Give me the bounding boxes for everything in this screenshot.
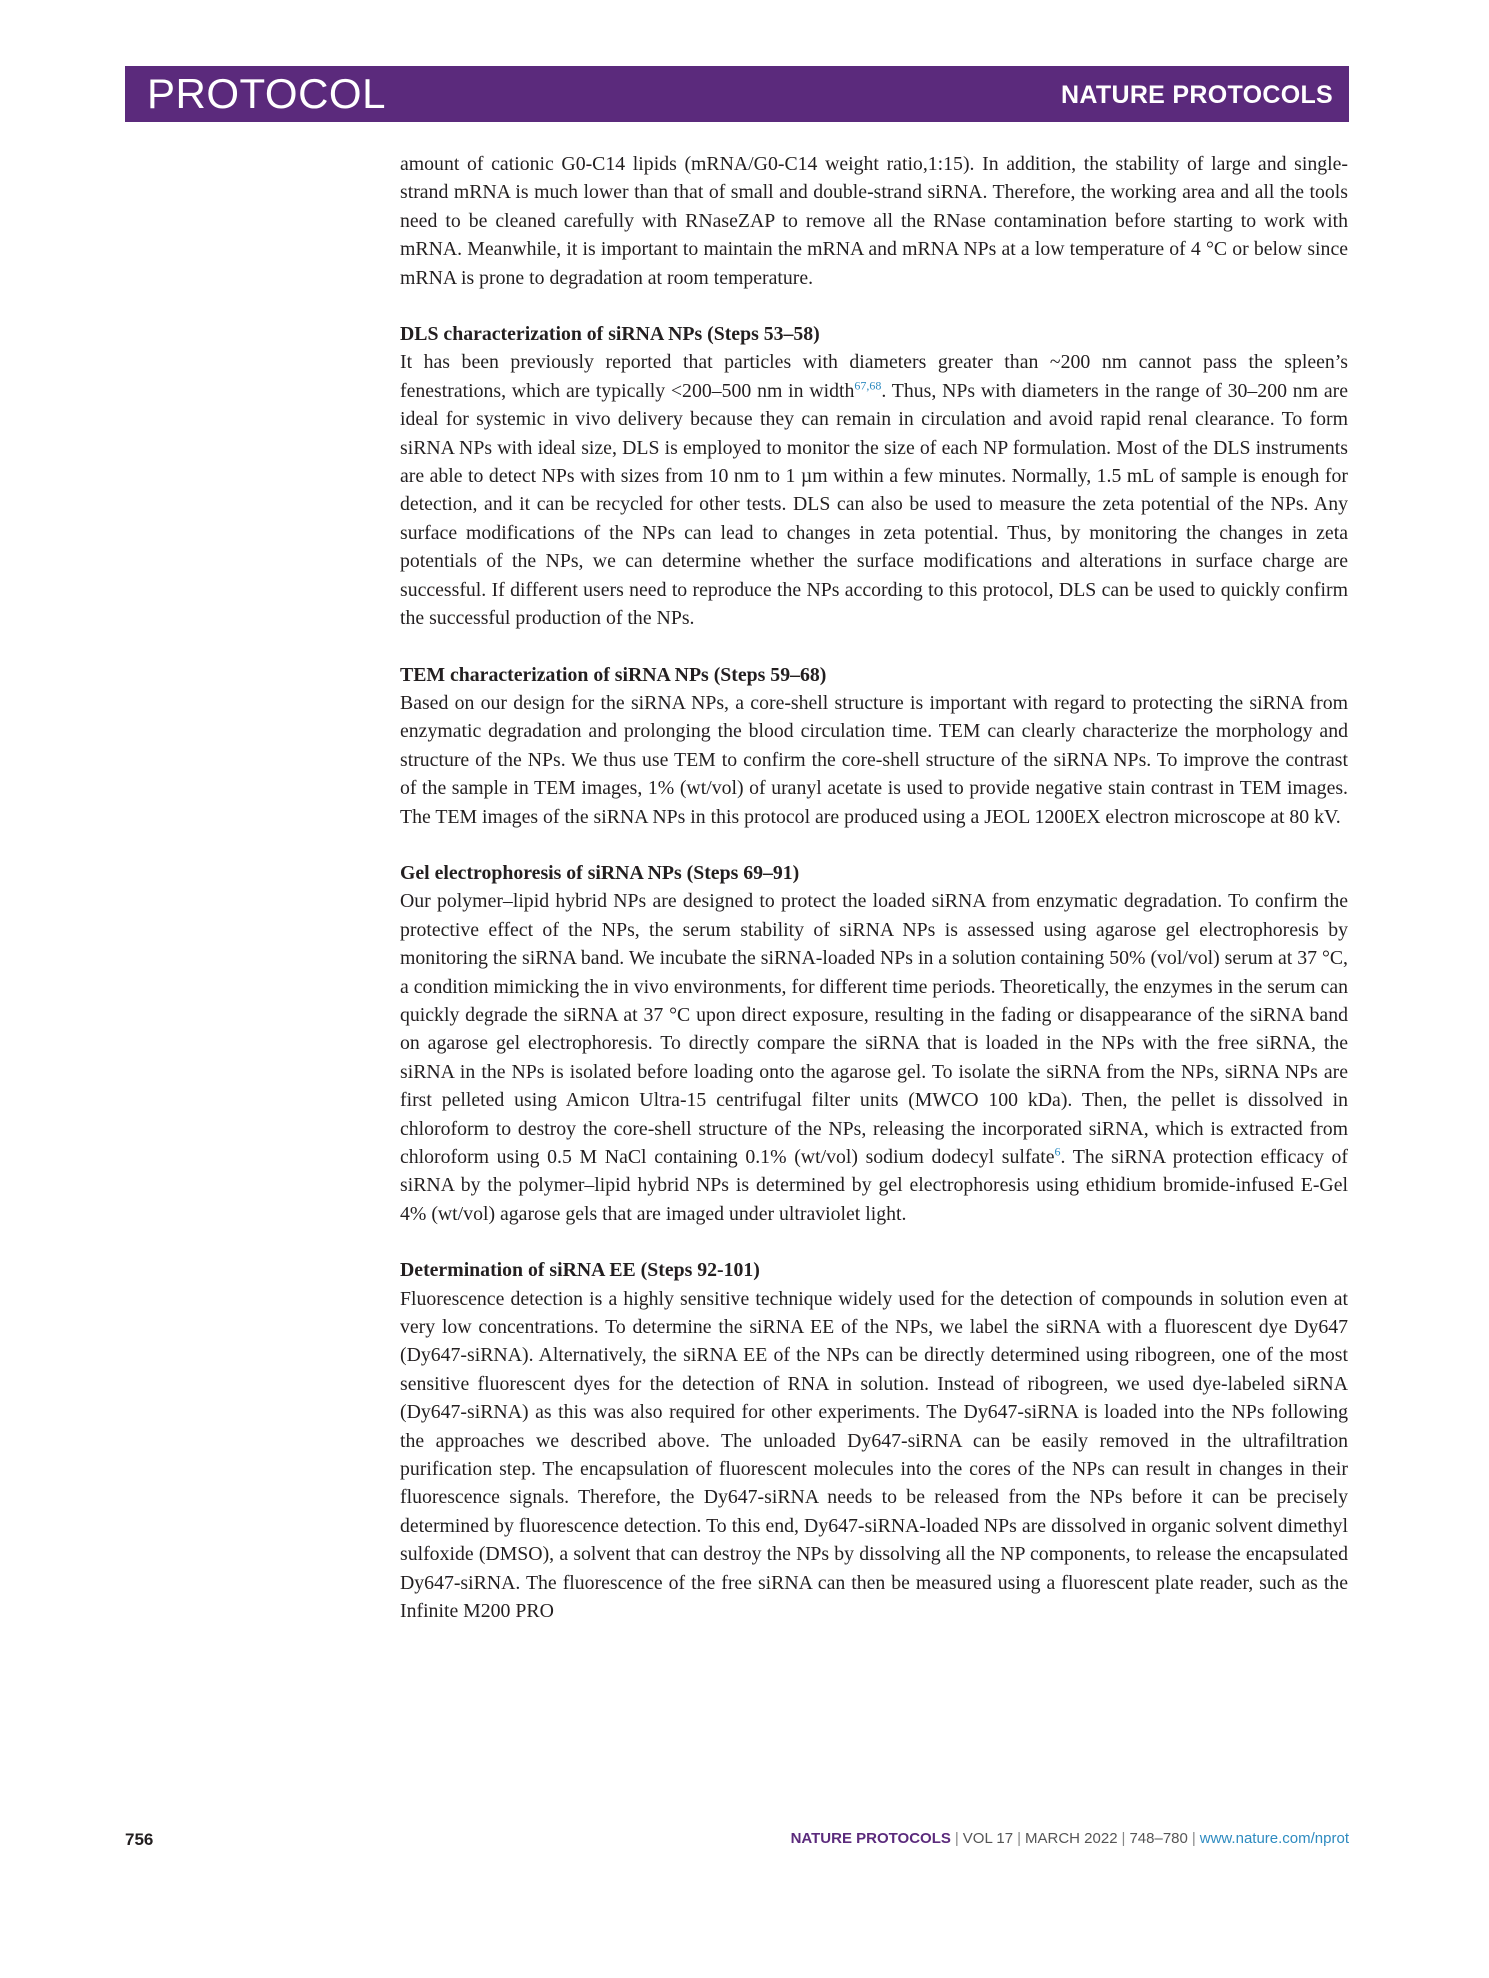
section-heading: Determination of siRNA EE (Steps 92-101) xyxy=(400,1259,760,1282)
section-gel xyxy=(400,859,1348,1228)
reference-link[interactable]: 6 xyxy=(1054,1144,1061,1159)
section-heading: Gel electrophoresis of siRNA NPs (Steps 69–91) xyxy=(400,861,800,884)
paragraph-text: . The siRNA protection efficacy of siRNA by the polymer–lipid hybrid NPs is determined by gel electrophoresis using ethidium bromide-infused E-Gel 4% (wt/vol) agarose gels that are imaged under ultraviolet light. xyxy=(400,1146,1348,1225)
reference-link[interactable]: 67,68 xyxy=(854,378,882,393)
paragraph-text: Our polymer–lipid hybrid NPs are designed to protect the loaded siRNA from enzymatic degradation. To confirm the protective effect of the NPs, the serum stability of siRNA NPs is assessed using agarose gel electrophoresis by monitoring the siRNA band. We incubate the siRNA-loaded NPs in a solution containing 50% (vol/vol) serum at 37 °C, a condition mimicking the in vivo environments, for different time periods. Theoretically, the enzymes in the serum can quickly degrade the siRNA at 37 °C upon direct exposure, resulting in the fading or disappearance of the siRNA band on agarose gel electrophoresis. To directly compare the siRNA that is loaded in the NPs with the free siRNA, the siRNA in the NPs is isolated before loading onto the agarose gel. To isolate the siRNA from the NPs, siRNA NPs are first pelleted using Amicon Ultra-15 centrifugal filter units (MWCO 100 kDa). Then, the pellet is dissolved in chloroform to destroy the core-shell structure of the NPs, releasing the incorporated siRNA, which is extracted from chloroform using 0.5 M NaCl containing 0.1% (wt/vol) sodium dodecyl sulfate xyxy=(400,890,1348,1168)
section-heading: DLS characterization of siRNA NPs (Steps 53–58) xyxy=(400,323,820,346)
footer-date: MARCH 2022 xyxy=(1025,1830,1118,1847)
footer-volume: VOL 17 xyxy=(962,1830,1014,1847)
page-number: 756 xyxy=(125,1830,154,1849)
intro-paragraph: amount of cationic G0-C14 lipids (mRNA/G0-C14 weight ratio,1:15). In addition, the stability of large and single-strand mRNA is much lower than that of small and double-strand siRNA. Therefore, the working area and all the tools need to be cleaned carefully with RNaseZAP to remove all the RNase contamination before starting to work with mRNA. Meanwhile, it is important to maintain the mRNA and mRNA NPs at a low temperature of 4 °C or below since mRNA is prone to degradation at room temperature. xyxy=(400,153,1348,289)
separator: | xyxy=(1191,1830,1196,1847)
section-paragraph xyxy=(400,348,1348,632)
footer-url-link[interactable]: www.nature.com/nprot xyxy=(1199,1830,1349,1847)
separator: | xyxy=(1017,1830,1021,1847)
section-paragraph: Based on our design for the siRNA NPs, a core-shell structure is important with regard to protecting the siRNA from enzymatic degradation and prolonging the blood circulation time. TEM can clearly characterize the morphology and structure of the NPs. We thus use TEM to confirm the core-shell structure of the siRNA NPs. To improve the contrast of the sample in TEM images, 1% (wt/vol) of uranyl acetate is used to provide negative stain contrast in TEM images. The TEM images of the siRNA NPs in this protocol are produced using a JEOL 1200EX electron microscope at 80 kV. xyxy=(400,691,1348,828)
separator: | xyxy=(954,1830,959,1847)
header-bar xyxy=(125,66,1349,122)
section-label: PROTOCOL xyxy=(147,70,386,117)
section-paragraph xyxy=(400,887,1348,1228)
footer-pages: 748–780 xyxy=(1129,1830,1188,1847)
footer-journal: NATURE PROTOCOLS xyxy=(790,1830,951,1847)
section-dls xyxy=(400,320,1348,632)
section-heading: TEM characterization of siRNA NPs (Steps 59–68) xyxy=(400,663,827,686)
paragraph-text: . Thus, NPs with diameters in the range of 30–200 nm are ideal for systemic in vivo delivery because they can remain in circulation and avoid rapid renal clearance. To form siRNA NPs with ideal size, DLS is employed to monitor the size of each NP formulation. Most of the DLS instruments are able to detect NPs with sizes from 10 nm to 1 µm within a few minutes. Normally, 1.5 mL of sample is enough for detection, and it can be recycled for other tests. DLS can also be used to measure the zeta potential of the NPs. Any surface modifications of the NPs can lead to changes in zeta potential. Thus, by monitoring the changes in zeta potentials of the NPs, we can determine whether the surface modifications and alterations in surface charge are successful. If different users need to reproduce the NPs according to this protocol, DLS can be used to quickly confirm the successful production of the NPs. xyxy=(400,379,1348,630)
section-tem xyxy=(400,661,1348,831)
footer-citation xyxy=(791,1830,1349,1847)
section-paragraph: Fluorescence detection is a highly sensitive technique widely used for the detection of compounds in solution even at very low concentrations. To determine the siRNA EE of the NPs, we label the siRNA with a fluorescent dye Dy647 (Dy647-siRNA). Alternatively, the siRNA EE of the NPs can be directly determined using ribogreen, one of the most sensitive fluorescent dyes for the detection of RNA in solution. Instead of ribogreen, we used dye-labeled siRNA (Dy647-siRNA) as this was also required for other experiments. The Dy647-siRNA is loaded into the NPs following the approaches we described above. The unloaded Dy647-siRNA can be easily removed in the ultrafiltration purification step. The encapsulation of fluorescent molecules into the cores of the NPs can result in changes in their fluorescence signals. Therefore, the Dy647-siRNA needs to be released from the NPs before it can be precisely determined by fluorescence detection. To this end, Dy647-siRNA-loaded NPs are dissolved in organic solvent dimethyl sulfoxide (DMSO), a solvent that can destroy the NPs by dissolving all the NP components, to release the encapsulated Dy647-siRNA. The fluorescence of the free siRNA can then be measured using a fluorescent plate reader, such as the Infinite M200 PRO xyxy=(400,1287,1348,1623)
separator: | xyxy=(1121,1830,1126,1847)
section-ee xyxy=(400,1256,1348,1625)
article-body xyxy=(400,150,1348,1626)
journal-name: NATURE PROTOCOLS xyxy=(1061,81,1333,109)
paragraph-text: It has been previously reported that particles with diameters greater than ~200 nm cannot pass the spleen’s fenestrations, which are typically <200–500 nm in width xyxy=(400,351,1348,402)
